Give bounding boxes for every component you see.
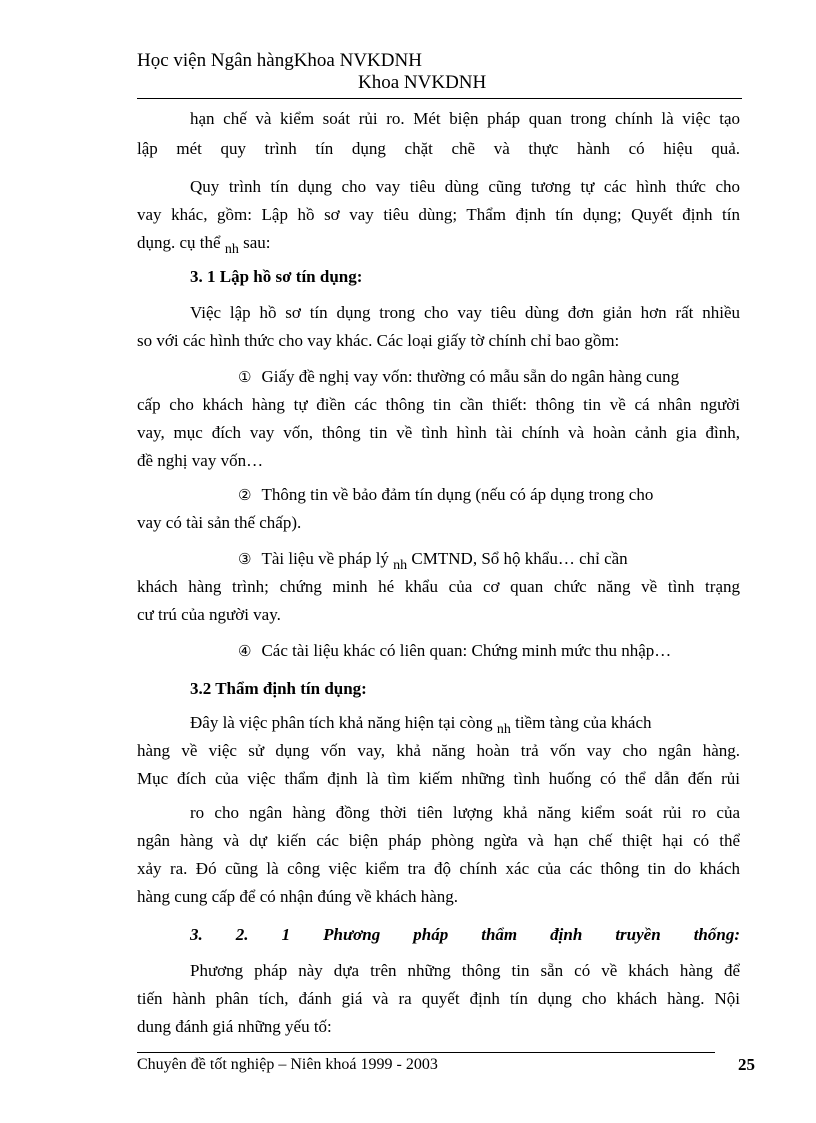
page-number: 25	[738, 1055, 755, 1074]
body-line: Việc lập hồ sơ tín dụng trong cho vay tiêu dùng đơn giản hơn rất nhiều	[190, 303, 740, 322]
circled-four-icon: ④	[238, 642, 252, 660]
body-line: Mục đích của việc thẩm định là tìm kiếm những tình huống có thể dẫn đến rủi	[137, 769, 740, 788]
section-heading: 3. 1 Lập hồ sơ tín dụng:	[190, 267, 363, 286]
list-item	[238, 640, 671, 662]
text-run: nh	[393, 558, 408, 573]
body-line: vay, mục đích vay vốn, thông tin về tình hình tài chính và hoàn cảnh gia đình,	[137, 423, 740, 442]
circled-three-icon: ③	[238, 550, 252, 568]
body-line: so với các hình thức cho vay khác. Các loại giấy tờ chính chỉ bao gồm:	[137, 331, 620, 350]
text-run: sau:	[243, 233, 271, 252]
header-line-1: Học viện Ngân hàngKhoa NVKDNH	[137, 50, 422, 71]
text-run: tiềm tàng của khách	[515, 713, 652, 732]
list-item	[238, 548, 628, 572]
body-line: hạn chế và kiểm soát rủi ro. Mét biện pháp quan trong chính là việc tạo	[190, 109, 740, 128]
body-line: khách hàng trình; chứng minh hé khẩu của cơ quan chức năng về tình trạng	[137, 577, 740, 596]
body-line	[137, 232, 270, 256]
circled-one-icon: ①	[238, 368, 252, 386]
text-run: nh	[224, 242, 239, 257]
body-line: dung đánh giá những yếu tố:	[137, 1017, 332, 1036]
body-line	[190, 712, 652, 736]
body-line: xảy ra. Đó cũng là công việc kiểm tra độ chính xác của các thông tin do khách	[137, 859, 740, 878]
body-line: đề nghị vay vốn…	[137, 451, 264, 470]
list-item	[238, 484, 653, 506]
footer-rule	[137, 1052, 715, 1053]
body-line: ro cho ngân hàng đồng thời tiên lượng khả năng kiểm soát rủi ro của	[190, 803, 740, 822]
text-run: Đây là việc phân tích khả năng hiện tại còng	[190, 713, 493, 732]
list-item	[238, 366, 679, 388]
text-run: dụng. cụ thể	[137, 233, 221, 252]
body-line: vay có tài sản thế chấp).	[137, 513, 302, 532]
body-line: hàng về việc sử dụng vốn vay, khả năng hoàn trả vốn vay cho ngân hàng.	[137, 741, 740, 760]
body-line: cư trú của người vay.	[137, 605, 281, 624]
body-line: Phương pháp này dựa trên những thông tin sẵn có về khách hàng để	[190, 961, 740, 980]
body-line: tiến hành phân tích, đánh giá và ra quyết định tín dụng cho khách hàng. Nội	[137, 989, 740, 1008]
text-run: Các tài liệu khác có liên quan: Chứng minh mức thu nhập…	[261, 641, 672, 660]
footer-text: Chuyên đề tốt nghiệp – Niên khoá 1999 - 2003	[137, 1056, 438, 1073]
circled-two-icon: ②	[238, 486, 252, 504]
text-run: CMTND, Sổ hộ khẩu… chỉ cần	[411, 549, 628, 568]
body-line: lập mét quy trình tín dụng chặt chẽ và thực hành có hiệu quả.	[137, 139, 740, 158]
text-run: nh	[496, 722, 511, 737]
body-line: ngân hàng và dự kiến các biện pháp phòng ngừa và hạn chế thiệt hại có thể	[137, 831, 740, 850]
body-line: cấp cho khách hàng tự điền các thông tin cần thiết: thông tin về cá nhân người	[137, 395, 740, 414]
body-line: vay khác, gồm: Lập hồ sơ vay tiêu dùng; Thẩm định tín dụng; Quyết định tín	[137, 205, 740, 224]
body-line: Quy trình tín dụng cho vay tiêu dùng cũng tương tự các hình thức cho	[190, 177, 740, 196]
text-run: Thông tin về bảo đảm tín dụng (nếu có áp dụng trong cho	[261, 485, 654, 504]
text-run: Giấy đề nghị vay vốn: thường có mẫu sẵn do ngân hàng cung	[261, 367, 680, 386]
header-line-2: Khoa NVKDNH	[358, 72, 487, 93]
body-line: hàng cung cấp để có nhận đúng về khách hàng.	[137, 887, 458, 906]
text-run: Tài liệu về pháp lý	[261, 549, 389, 568]
subsection-heading: 3. 2. 1 Phương pháp thẩm định truyền thống:	[190, 925, 740, 944]
header-rule	[137, 98, 742, 99]
section-heading: 3.2 Thẩm định tín dụng:	[190, 679, 367, 698]
